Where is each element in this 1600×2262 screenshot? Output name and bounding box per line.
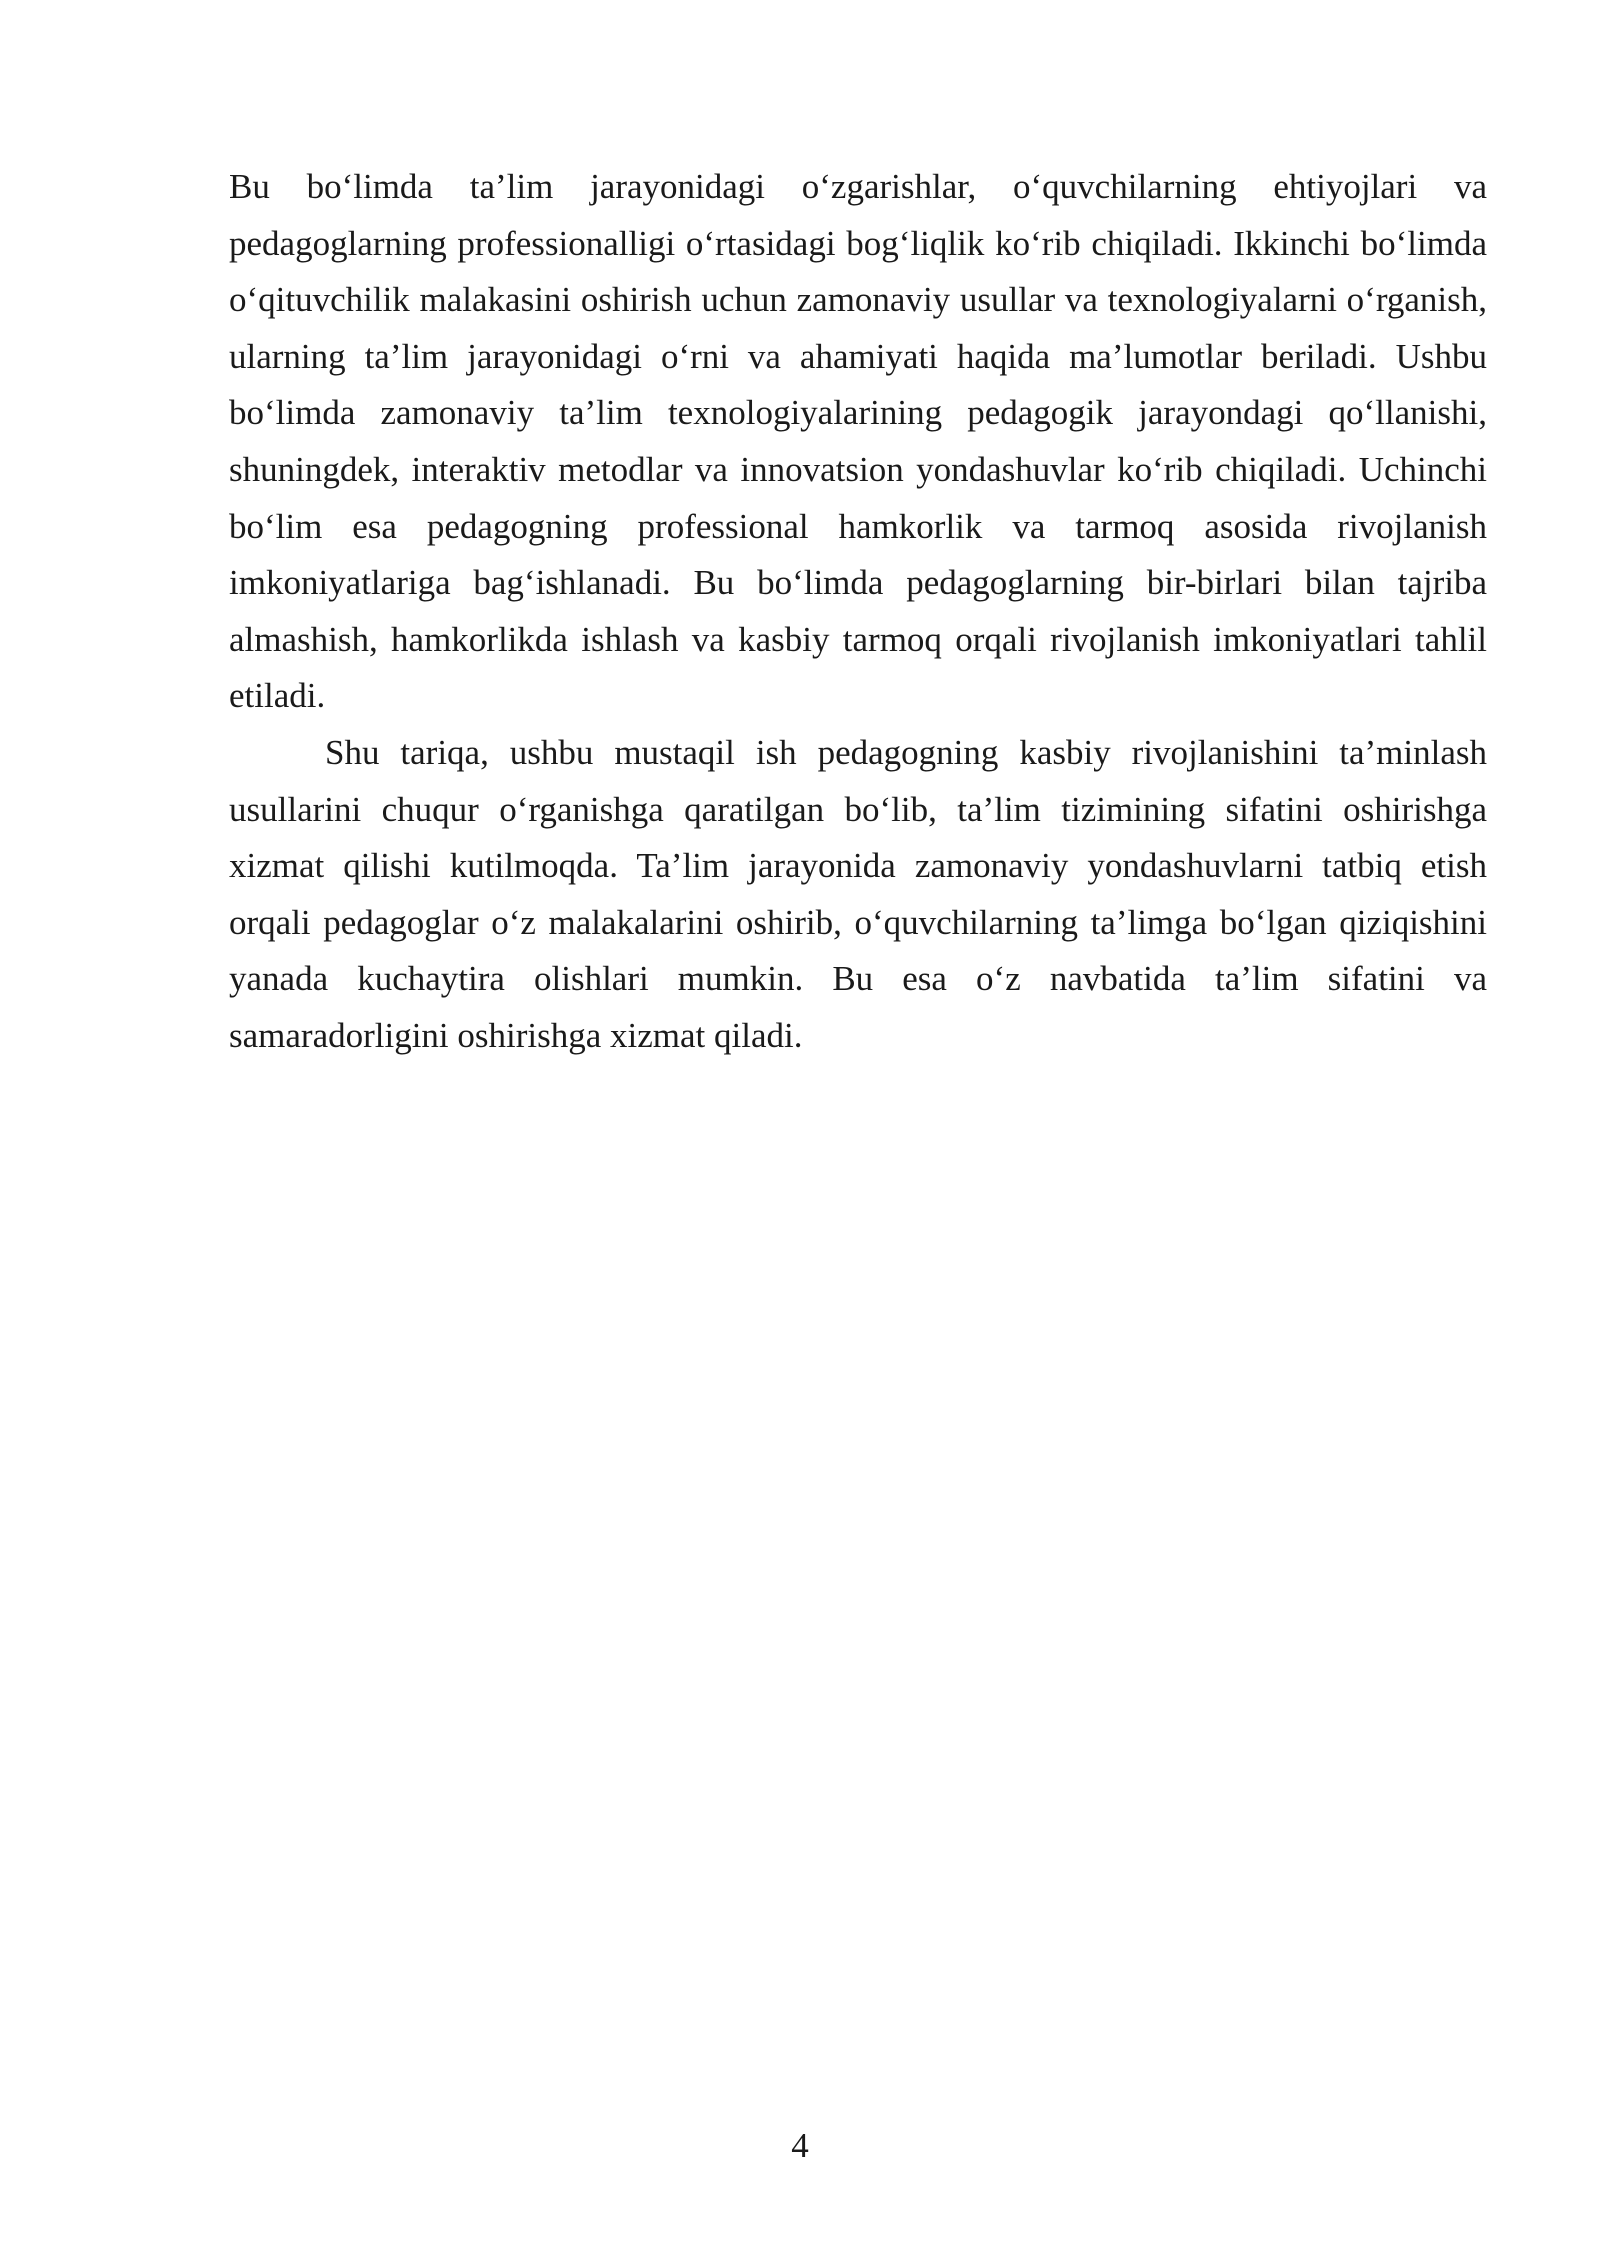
paragraph-2: Shu tariqa, ushbu mustaqil ish pedagogning kasbiy rivojlanishini ta’minlash usullarini chuqur o‘rganishga qaratilgan bo‘lib, ta’lim tizimining sifatini oshirishga xizmat qilishi kutilmoqda. Ta’lim jarayonida zamonaviy yondashuvlarni tatbiq etish orqali pedagoglar o‘z malakalarini oshirib, o‘quvchilarning ta’limga bo‘lgan qiziqishini yanada kuchaytira olishlari mumkin. Bu esa o‘z navbatida ta’lim sifatini va samaradorligini oshirishga xizmat qiladi. [229, 732, 1487, 1055]
page-number: 4 [791, 2126, 809, 2165]
body-text [229, 159, 1487, 1065]
paragraph-1: Bu bo‘limda ta’lim jarayonidagi o‘zgarishlar, o‘quvchilarning ehtiyojlari va pedagoglarning professionalligi o‘rtasidagi bog‘liqlik ko‘rib chiqiladi. Ikkinchi bo‘limda o‘qituvchilik malakasini oshirish uchun zamonaviy usullar va texnologiyalarni o‘rganish, ularning ta’lim jarayonidagi o‘rni va ahamiyati haqida ma’lumotlar beriladi. Ushbu bo‘limda zamonaviy ta’lim texnologiyalarining pedagogik jarayondagi qo‘llanishi, shuningdek, interaktiv metodlar va innovatsion yondashuvlar ko‘rib chiqiladi. Uchinchi bo‘lim esa pedagogning professional hamkorlik va tarmoq asosida rivojlanish imkoniyatlariga bag‘ishlanadi. Bu bo‘limda pedagoglarning bir-birlari bilan tajriba almashish, hamkorlikda ishlash va kasbiy tarmoq orqali rivojlanish imkoniyatlari tahlil etiladi. [229, 167, 1487, 716]
